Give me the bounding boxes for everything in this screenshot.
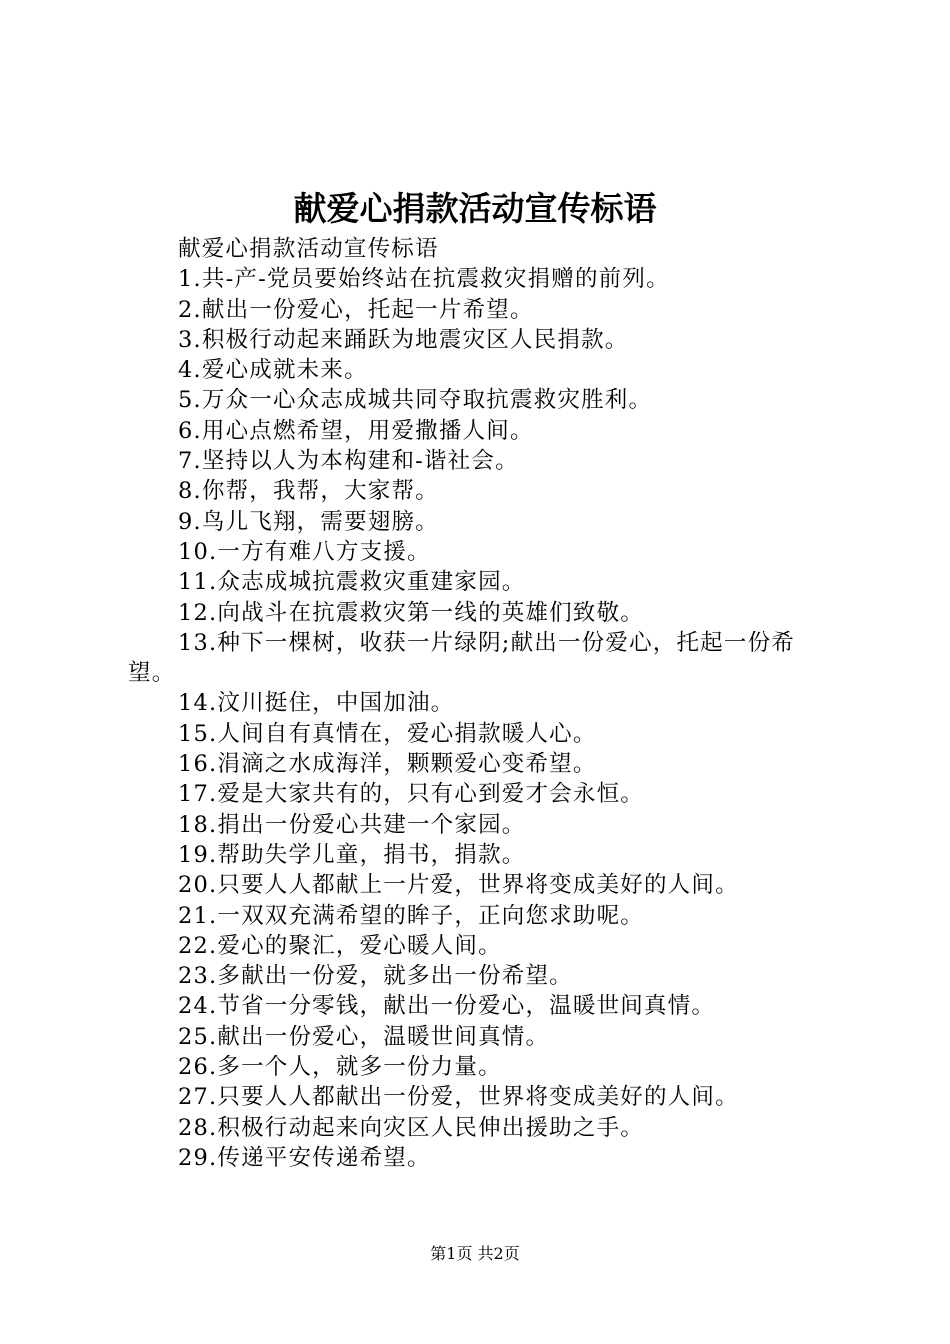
slogan-item: 29.传递平安传递希望。: [178, 1144, 431, 1171]
slogan-item: 4.爱心成就未来。: [178, 357, 368, 384]
slogan-item: 22.爱心的聚汇，爱心暖人间。: [178, 932, 502, 959]
slogan-item: 17.爱是大家共有的，只有心到爱才会永恒。: [178, 781, 644, 808]
slogan-item: 8.你帮，我帮，大家帮。: [178, 478, 439, 505]
slogan-item: 3.积极行动起来踊跃为地震灾区人民捐款。: [178, 326, 629, 353]
slogan-item: 23.多献出一份爱，就多出一份希望。: [178, 963, 573, 990]
slogan-item: 25.献出一份爱心，温暖世间真情。: [178, 1023, 550, 1050]
document-subtitle: 献爱心捐款活动宣传标语: [178, 236, 439, 262]
slogan-item: 1.共-产-党员要始终站在抗震救灾捐赠的前列。: [178, 266, 670, 293]
slogan-item: 28.积极行动起来向灾区人民伸出援助之手。: [178, 1114, 644, 1141]
slogan-item: 26.多一个人，就多一份力量。: [178, 1054, 502, 1081]
slogan-item: 24.节省一分零钱，献出一份爱心，温暖世间真情。: [178, 993, 716, 1020]
slogan-item: 15.人间自有真情在，爱心捐款暖人心。: [178, 720, 597, 747]
slogan-item: 5.万众一心众志成城共同夺取抗震救灾胜利。: [178, 387, 653, 414]
slogan-item: 13.种下一棵树，收获一片绿阴;献出一份爱心，托起一份希望。: [128, 629, 795, 687]
slogan-item: 2.献出一份爱心，托起一片希望。: [178, 296, 534, 323]
slogan-item: 19.帮助失学儿童，捐书，捐款。: [178, 841, 526, 868]
slogan-item: 14.汶川挺住，中国加油。: [178, 690, 455, 717]
document-body: [128, 234, 840, 1173]
slogan-item: 10.一方有难八方支援。: [178, 538, 431, 565]
slogan-item: 11.众志成城抗震救灾重建家园。: [178, 569, 526, 596]
slogan-item: 18.捐出一份爱心共建一个家园。: [178, 811, 526, 838]
slogan-item: 27.只要人人都献出一份爱，世界将变成美好的人间。: [178, 1084, 739, 1111]
page-footer: 第1页 共2页: [430, 1244, 520, 1263]
slogan-item: 7.坚持以人为本构建和-谐社会。: [178, 448, 519, 475]
document-title: 献爱心捐款活动宣传标语: [293, 189, 657, 228]
slogan-item: 9.鸟儿飞翔，需要翅膀。: [178, 508, 439, 535]
slogan-item: 6.用心点燃希望，用爱撒播人间。: [178, 417, 534, 444]
slogan-item: 12.向战斗在抗震救灾第一线的英雄们致敬。: [178, 599, 644, 626]
slogan-item: 20.只要人人都献上一片爱，世界将变成美好的人间。: [178, 872, 739, 899]
slogan-item: 21.一双双充满希望的眸子，正向您求助呢。: [178, 902, 644, 929]
slogan-item: 16.涓滴之水成海洋，颗颗爱心变希望。: [178, 751, 597, 778]
